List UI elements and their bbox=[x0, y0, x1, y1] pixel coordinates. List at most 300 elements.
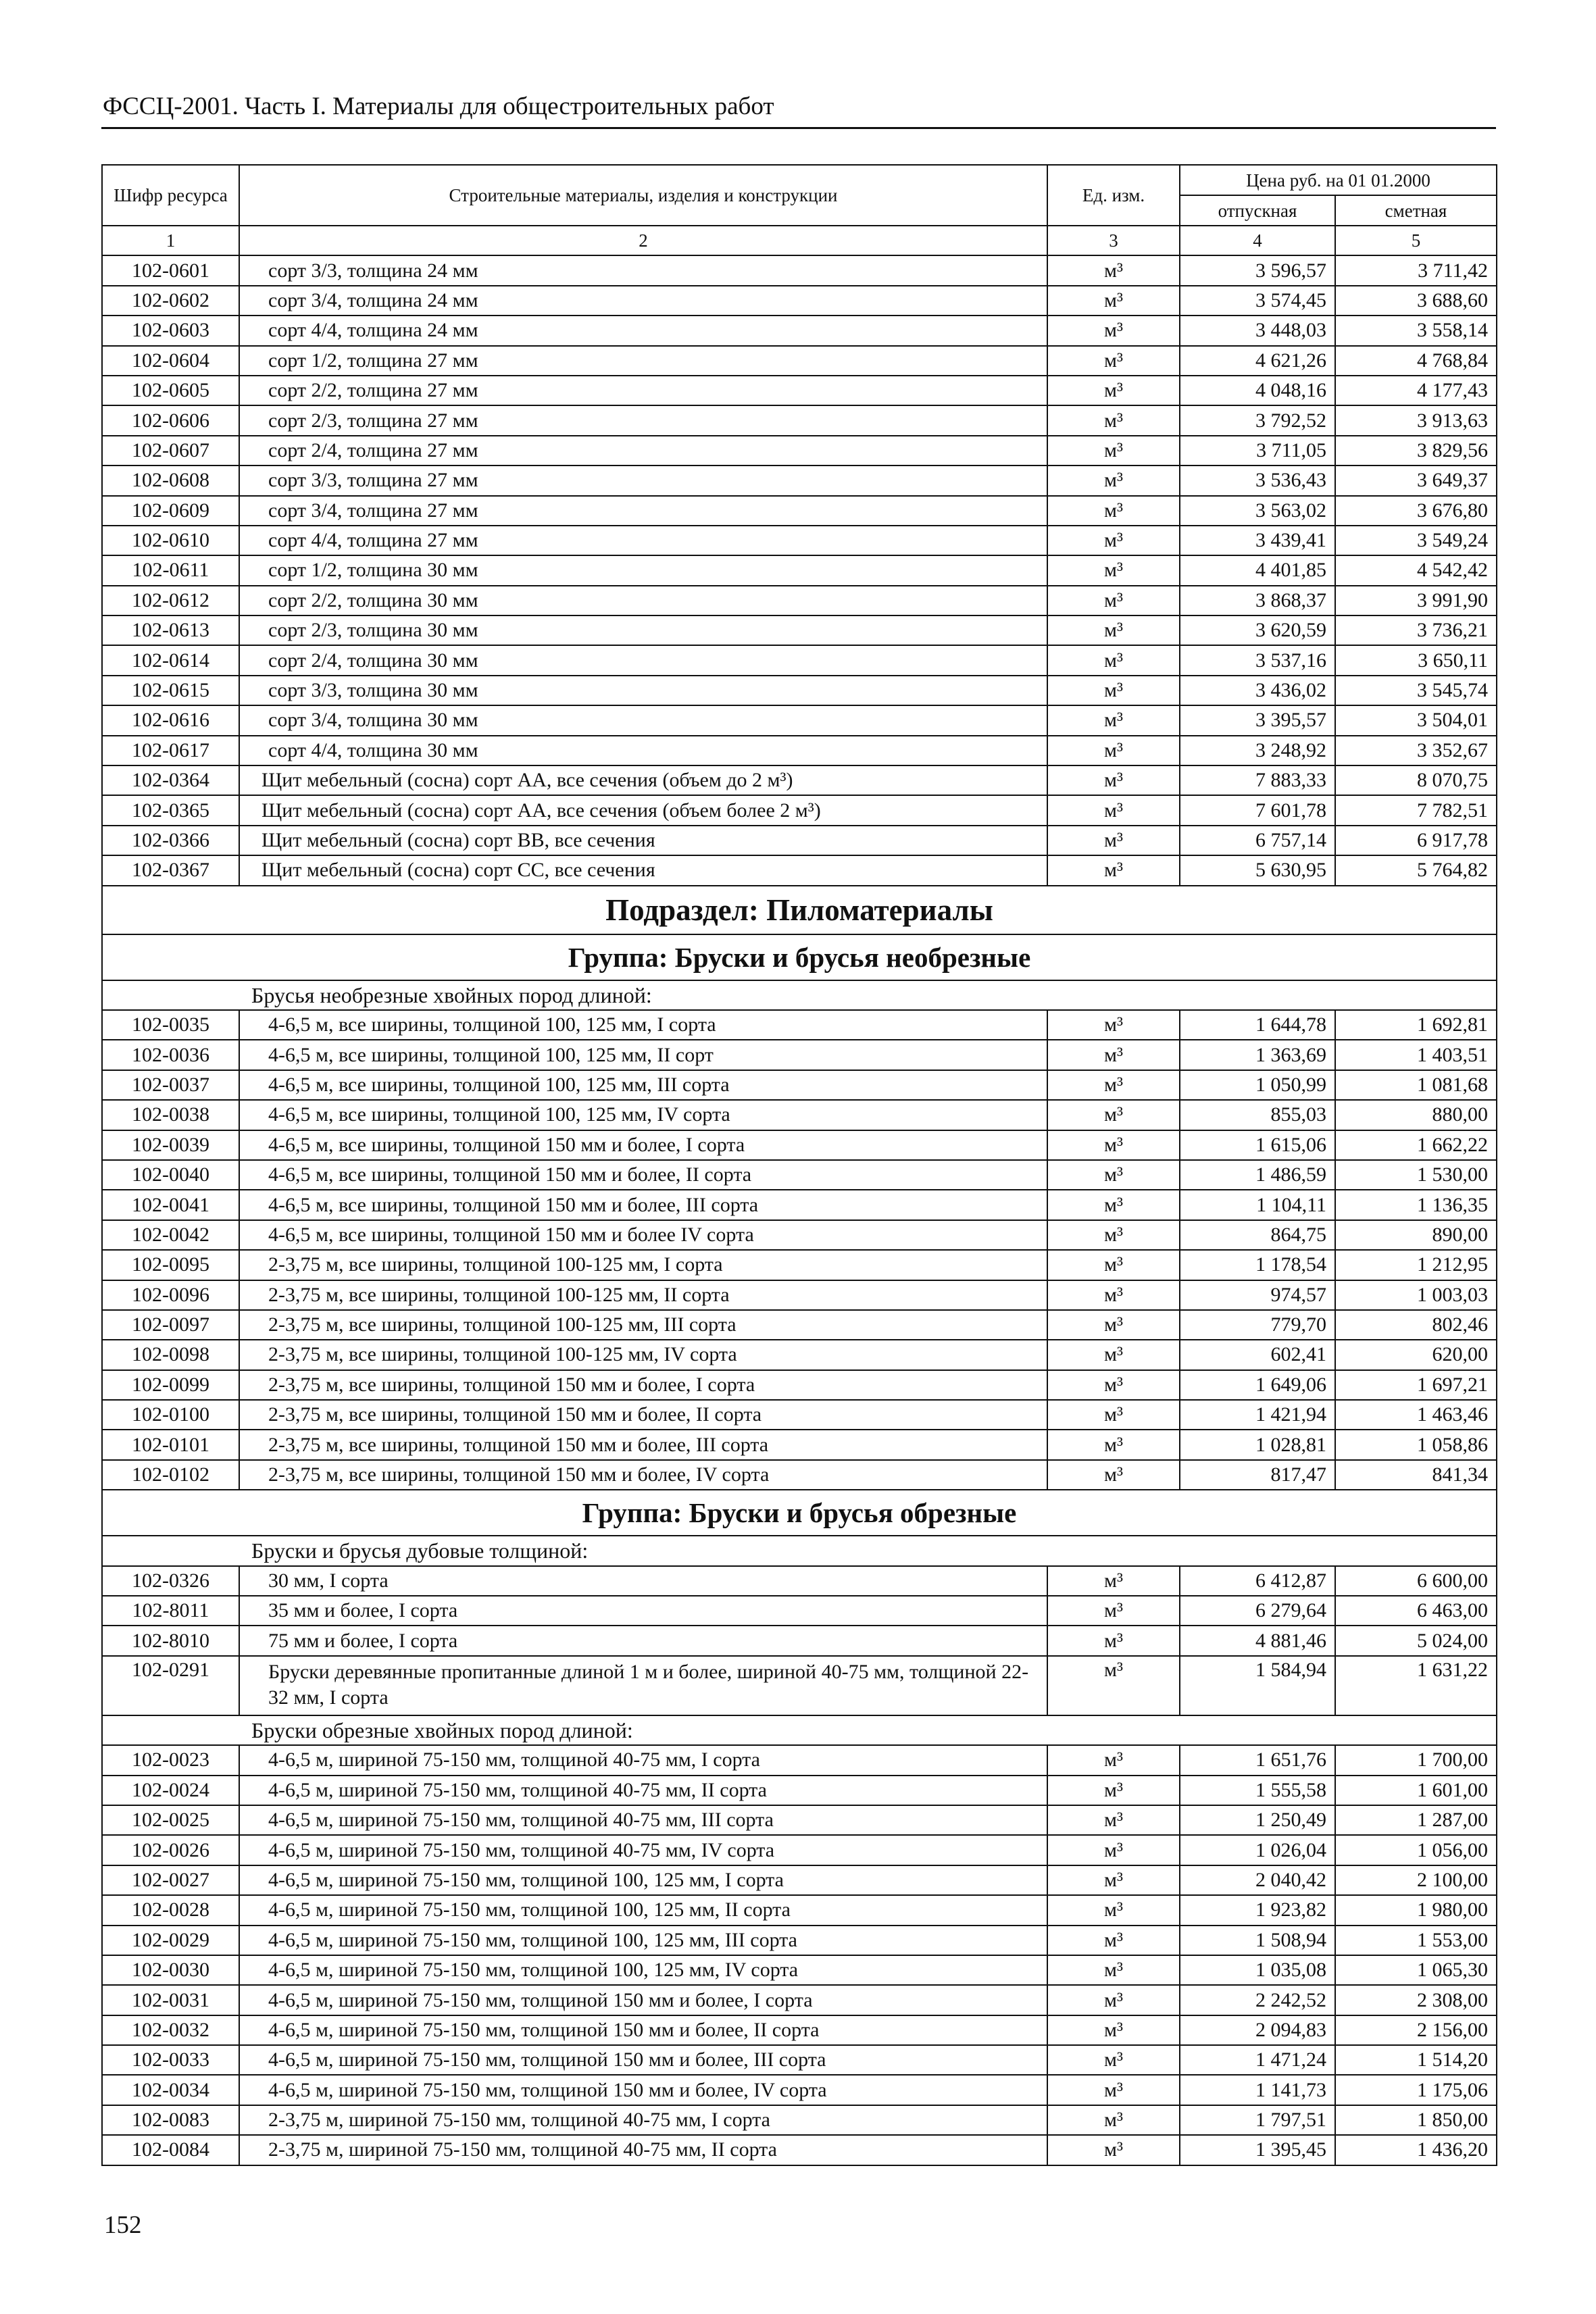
unit: м³ bbox=[1047, 645, 1180, 675]
header-rule bbox=[101, 127, 1496, 129]
material-name: 4-6,5 м, шириной 75-150 мм, толщиной 100, 125 мм, I сорта bbox=[239, 1865, 1047, 1895]
table-row bbox=[102, 1430, 1497, 1459]
resource-code: 102-8011 bbox=[102, 1596, 239, 1626]
material-name: сорт 4/4, толщина 27 мм bbox=[239, 526, 1047, 555]
unit: м³ bbox=[1047, 1190, 1180, 1219]
unit: м³ bbox=[1047, 1776, 1180, 1805]
estimate-price: 8 070,75 bbox=[1335, 765, 1497, 795]
material-name: 30 мм, I сорта bbox=[239, 1566, 1047, 1596]
table-row bbox=[102, 615, 1497, 645]
resource-code: 102-0364 bbox=[102, 765, 239, 795]
release-price: 3 620,59 bbox=[1180, 615, 1335, 645]
table-row bbox=[102, 2105, 1497, 2135]
unit: м³ bbox=[1047, 676, 1180, 705]
resource-code: 102-0032 bbox=[102, 2015, 239, 2045]
unit: м³ bbox=[1047, 255, 1180, 285]
subhead-title: Бруски и брусья дубовые толщиной: bbox=[102, 1536, 1497, 1565]
table-row bbox=[102, 645, 1497, 675]
group-row bbox=[102, 934, 1497, 980]
estimate-price: 4 542,42 bbox=[1335, 555, 1497, 585]
table-row bbox=[102, 1745, 1497, 1775]
material-name: 4-6,5 м, шириной 75-150 мм, толщиной 100, 125 мм, III сорта bbox=[239, 1926, 1047, 1955]
table-row bbox=[102, 1040, 1497, 1070]
resource-code: 102-0030 bbox=[102, 1955, 239, 1985]
unit: м³ bbox=[1047, 795, 1180, 825]
unit: м³ bbox=[1047, 1895, 1180, 1925]
release-price: 4 621,26 bbox=[1180, 346, 1335, 376]
header-name: Строительные материалы, изделия и конструкции bbox=[239, 165, 1047, 226]
unit: м³ bbox=[1047, 586, 1180, 615]
subhead-row bbox=[102, 1536, 1497, 1565]
resource-code: 102-0084 bbox=[102, 2135, 239, 2165]
estimate-price: 1 136,35 bbox=[1335, 1190, 1497, 1219]
table-row bbox=[102, 2045, 1497, 2075]
resource-code: 102-0037 bbox=[102, 1070, 239, 1100]
release-price: 7 601,78 bbox=[1180, 795, 1335, 825]
material-name: 4-6,5 м, шириной 75-150 мм, толщиной 150 мм и более, III сорта bbox=[239, 2045, 1047, 2075]
release-price: 1 395,45 bbox=[1180, 2135, 1335, 2165]
release-price: 1 035,08 bbox=[1180, 1955, 1335, 1985]
resource-code: 102-0100 bbox=[102, 1400, 239, 1430]
estimate-price: 1 700,00 bbox=[1335, 1745, 1497, 1775]
material-name: 4-6,5 м, шириной 75-150 мм, толщиной 150 мм и более, II сорта bbox=[239, 2015, 1047, 2045]
resource-code: 102-0608 bbox=[102, 466, 239, 495]
resource-code: 102-0038 bbox=[102, 1100, 239, 1130]
release-price: 855,03 bbox=[1180, 1100, 1335, 1130]
material-name: сорт 2/3, толщина 27 мм bbox=[239, 405, 1047, 435]
release-price: 1 471,24 bbox=[1180, 2045, 1335, 2075]
material-name: 4-6,5 м, все ширины, толщиной 150 мм и более, III сорта bbox=[239, 1190, 1047, 1219]
resource-code: 102-0605 bbox=[102, 376, 239, 405]
unit: м³ bbox=[1047, 1250, 1180, 1280]
group-title: Группа: Бруски и брусья необрезные bbox=[102, 934, 1497, 980]
unit: м³ bbox=[1047, 1835, 1180, 1865]
release-price: 3 868,37 bbox=[1180, 586, 1335, 615]
release-price: 817,47 bbox=[1180, 1460, 1335, 1490]
header-price: Цена руб. на 01 01.2000 bbox=[1180, 165, 1497, 195]
estimate-price: 802,46 bbox=[1335, 1310, 1497, 1340]
material-name: 2-3,75 м, все ширины, толщиной 150 мм и более, III сорта bbox=[239, 1430, 1047, 1459]
unit: м³ bbox=[1047, 736, 1180, 765]
material-name: сорт 4/4, толщина 30 мм bbox=[239, 736, 1047, 765]
subhead-row bbox=[102, 1715, 1497, 1745]
estimate-price: 1 850,00 bbox=[1335, 2105, 1497, 2135]
estimate-price: 3 649,37 bbox=[1335, 466, 1497, 495]
material-name: 2-3,75 м, шириной 75-150 мм, толщиной 40-75 мм, I сорта bbox=[239, 2105, 1047, 2135]
resource-code: 102-0607 bbox=[102, 436, 239, 466]
estimate-price: 5 764,82 bbox=[1335, 855, 1497, 885]
release-price: 1 026,04 bbox=[1180, 1835, 1335, 1865]
unit: м³ bbox=[1047, 855, 1180, 885]
material-name: сорт 2/2, толщина 27 мм bbox=[239, 376, 1047, 405]
header-col-number: 2 bbox=[239, 226, 1047, 255]
unit: м³ bbox=[1047, 1070, 1180, 1100]
release-price: 1 178,54 bbox=[1180, 1250, 1335, 1280]
table-row bbox=[102, 1835, 1497, 1865]
resource-code: 102-0041 bbox=[102, 1190, 239, 1219]
release-price: 1 486,59 bbox=[1180, 1160, 1335, 1190]
resource-code: 102-0616 bbox=[102, 705, 239, 735]
estimate-price: 3 991,90 bbox=[1335, 586, 1497, 615]
table-row bbox=[102, 2135, 1497, 2165]
unit: м³ bbox=[1047, 1040, 1180, 1070]
material-name: сорт 2/2, толщина 30 мм bbox=[239, 586, 1047, 615]
resource-code: 102-8010 bbox=[102, 1626, 239, 1655]
resource-code: 102-0029 bbox=[102, 1926, 239, 1955]
release-price: 3 436,02 bbox=[1180, 676, 1335, 705]
estimate-price: 1 980,00 bbox=[1335, 1895, 1497, 1925]
unit: м³ bbox=[1047, 1340, 1180, 1369]
release-price: 602,41 bbox=[1180, 1340, 1335, 1369]
resource-code: 102-0026 bbox=[102, 1835, 239, 1865]
material-name: 2-3,75 м, все ширины, толщиной 150 мм и более, II сорта bbox=[239, 1400, 1047, 1430]
material-name: 2-3,75 м, все ширины, толщиной 100-125 мм, IV сорта bbox=[239, 1340, 1047, 1369]
table-row bbox=[102, 1070, 1497, 1100]
estimate-price: 4 177,43 bbox=[1335, 376, 1497, 405]
estimate-price: 2 156,00 bbox=[1335, 2015, 1497, 2045]
release-price: 1 649,06 bbox=[1180, 1370, 1335, 1400]
table-row bbox=[102, 255, 1497, 285]
resource-code: 102-0612 bbox=[102, 586, 239, 615]
unit: м³ bbox=[1047, 2015, 1180, 2045]
material-name: сорт 3/3, толщина 27 мм bbox=[239, 466, 1047, 495]
table-header bbox=[102, 165, 1497, 255]
unit: м³ bbox=[1047, 2105, 1180, 2135]
estimate-price: 7 782,51 bbox=[1335, 795, 1497, 825]
unit: м³ bbox=[1047, 376, 1180, 405]
resource-code: 102-0034 bbox=[102, 2075, 239, 2105]
release-price: 3 395,57 bbox=[1180, 705, 1335, 735]
material-name: сорт 2/3, толщина 30 мм bbox=[239, 615, 1047, 645]
resource-code: 102-0096 bbox=[102, 1280, 239, 1310]
unit: м³ bbox=[1047, 316, 1180, 345]
estimate-price: 3 352,67 bbox=[1335, 736, 1497, 765]
resource-code: 102-0099 bbox=[102, 1370, 239, 1400]
material-name: 4-6,5 м, все ширины, толщиной 150 мм и более, II сорта bbox=[239, 1160, 1047, 1190]
table-row bbox=[102, 1865, 1497, 1895]
resource-code: 102-0095 bbox=[102, 1250, 239, 1280]
release-price: 6 757,14 bbox=[1180, 826, 1335, 855]
unit: м³ bbox=[1047, 1656, 1180, 1715]
estimate-price: 1 056,00 bbox=[1335, 1835, 1497, 1865]
table-row bbox=[102, 676, 1497, 705]
subhead-title: Брусья необрезные хвойных пород длиной: bbox=[102, 980, 1497, 1010]
table-row bbox=[102, 286, 1497, 316]
material-name: 4-6,5 м, шириной 75-150 мм, толщиной 40-75 мм, IV сорта bbox=[239, 1835, 1047, 1865]
unit: м³ bbox=[1047, 705, 1180, 735]
resource-code: 102-0615 bbox=[102, 676, 239, 705]
material-name: 2-3,75 м, все ширины, толщиной 100-125 мм, III сорта bbox=[239, 1310, 1047, 1340]
table-row bbox=[102, 705, 1497, 735]
table-row bbox=[102, 1370, 1497, 1400]
subhead-title: Бруски обрезные хвойных пород длиной: bbox=[102, 1715, 1497, 1745]
unit: м³ bbox=[1047, 1596, 1180, 1626]
resource-code: 102-0365 bbox=[102, 795, 239, 825]
release-price: 1 923,82 bbox=[1180, 1895, 1335, 1925]
unit: м³ bbox=[1047, 1805, 1180, 1835]
unit: м³ bbox=[1047, 436, 1180, 466]
material-name: Щит мебельный (сосна) сорт АА, все сечения (объем более 2 м³) bbox=[239, 795, 1047, 825]
material-name: 4-6,5 м, шириной 75-150 мм, толщиной 100, 125 мм, II сорта bbox=[239, 1895, 1047, 1925]
release-price: 3 792,52 bbox=[1180, 405, 1335, 435]
header-unit: Ед. изм. bbox=[1047, 165, 1180, 226]
table-row bbox=[102, 1566, 1497, 1596]
table-row bbox=[102, 1926, 1497, 1955]
release-price: 3 248,92 bbox=[1180, 736, 1335, 765]
header-code: Шифр ресурса bbox=[102, 165, 239, 226]
unit: м³ bbox=[1047, 1280, 1180, 1310]
unit: м³ bbox=[1047, 1010, 1180, 1040]
release-price: 2 094,83 bbox=[1180, 2015, 1335, 2045]
material-name: сорт 2/4, толщина 27 мм bbox=[239, 436, 1047, 466]
estimate-price: 3 913,63 bbox=[1335, 405, 1497, 435]
material-name: 35 мм и более, I сорта bbox=[239, 1596, 1047, 1626]
table-row bbox=[102, 1010, 1497, 1040]
resource-code: 102-0606 bbox=[102, 405, 239, 435]
group-row bbox=[102, 1490, 1497, 1536]
table-row bbox=[102, 1250, 1497, 1280]
material-name: 4-6,5 м, шириной 75-150 мм, толщиной 40-75 мм, II сорта bbox=[239, 1776, 1047, 1805]
resource-code: 102-0025 bbox=[102, 1805, 239, 1835]
estimate-price: 1 287,00 bbox=[1335, 1805, 1497, 1835]
estimate-price: 620,00 bbox=[1335, 1340, 1497, 1369]
material-name: сорт 4/4, толщина 24 мм bbox=[239, 316, 1047, 345]
material-name: 2-3,75 м, все ширины, толщиной 100-125 мм, I сорта bbox=[239, 1250, 1047, 1280]
unit: м³ bbox=[1047, 1220, 1180, 1250]
material-name: сорт 3/4, толщина 27 мм bbox=[239, 496, 1047, 526]
unit: м³ bbox=[1047, 555, 1180, 585]
unit: м³ bbox=[1047, 496, 1180, 526]
material-name: 4-6,5 м, все ширины, толщиной 150 мм и более IV сорта bbox=[239, 1220, 1047, 1250]
estimate-price: 1 514,20 bbox=[1335, 2045, 1497, 2075]
estimate-price: 1 436,20 bbox=[1335, 2135, 1497, 2165]
resource-code: 102-0040 bbox=[102, 1160, 239, 1190]
estimate-price: 1 530,00 bbox=[1335, 1160, 1497, 1190]
release-price: 1 141,73 bbox=[1180, 2075, 1335, 2105]
release-price: 6 279,64 bbox=[1180, 1596, 1335, 1626]
unit: м³ bbox=[1047, 1430, 1180, 1459]
header-col-number: 5 bbox=[1335, 226, 1497, 255]
resource-code: 102-0023 bbox=[102, 1745, 239, 1775]
estimate-price: 6 463,00 bbox=[1335, 1596, 1497, 1626]
table-row bbox=[102, 1220, 1497, 1250]
estimate-price: 2 308,00 bbox=[1335, 1985, 1497, 2015]
resource-code: 102-0604 bbox=[102, 346, 239, 376]
page-header-title: ФССЦ-2001. Часть I. Материалы для общестроительных работ bbox=[103, 93, 774, 120]
release-price: 1 250,49 bbox=[1180, 1805, 1335, 1835]
estimate-price: 1 553,00 bbox=[1335, 1926, 1497, 1955]
table-row bbox=[102, 795, 1497, 825]
estimate-price: 1 631,22 bbox=[1335, 1656, 1497, 1715]
header-col-number: 1 bbox=[102, 226, 239, 255]
table-row bbox=[102, 1985, 1497, 2015]
estimate-price: 3 829,56 bbox=[1335, 436, 1497, 466]
release-price: 1 797,51 bbox=[1180, 2105, 1335, 2135]
release-price: 3 563,02 bbox=[1180, 496, 1335, 526]
resource-code: 102-0601 bbox=[102, 255, 239, 285]
unit: м³ bbox=[1047, 1985, 1180, 2015]
header-release-price: отпускная bbox=[1180, 195, 1335, 226]
unit: м³ bbox=[1047, 1100, 1180, 1130]
resource-code: 102-0326 bbox=[102, 1566, 239, 1596]
estimate-price: 2 100,00 bbox=[1335, 1865, 1497, 1895]
table-row bbox=[102, 1895, 1497, 1925]
table-row bbox=[102, 736, 1497, 765]
unit: м³ bbox=[1047, 2135, 1180, 2165]
resource-code: 102-0614 bbox=[102, 645, 239, 675]
header-estimate-price: сметная bbox=[1335, 195, 1497, 226]
estimate-price: 3 549,24 bbox=[1335, 526, 1497, 555]
release-price: 4 401,85 bbox=[1180, 555, 1335, 585]
resource-code: 102-0083 bbox=[102, 2105, 239, 2135]
table-row bbox=[102, 346, 1497, 376]
material-name: 2-3,75 м, все ширины, толщиной 100-125 мм, II сорта bbox=[239, 1280, 1047, 1310]
table-row bbox=[102, 436, 1497, 466]
release-price: 1 584,94 bbox=[1180, 1656, 1335, 1715]
table-row bbox=[102, 586, 1497, 615]
page-number: 152 bbox=[104, 2211, 142, 2239]
release-price: 2 040,42 bbox=[1180, 1865, 1335, 1895]
release-price: 1 028,81 bbox=[1180, 1430, 1335, 1459]
release-price: 1 421,94 bbox=[1180, 1400, 1335, 1430]
unit: м³ bbox=[1047, 1400, 1180, 1430]
release-price: 864,75 bbox=[1180, 1220, 1335, 1250]
release-price: 6 412,87 bbox=[1180, 1566, 1335, 1596]
resource-code: 102-0613 bbox=[102, 615, 239, 645]
release-price: 1 508,94 bbox=[1180, 1926, 1335, 1955]
unit: м³ bbox=[1047, 286, 1180, 316]
estimate-price: 3 736,21 bbox=[1335, 615, 1497, 645]
resource-code: 102-0603 bbox=[102, 316, 239, 345]
table-row bbox=[102, 1400, 1497, 1430]
material-name: сорт 3/3, толщина 24 мм bbox=[239, 255, 1047, 285]
resource-code: 102-0036 bbox=[102, 1040, 239, 1070]
resource-code: 102-0610 bbox=[102, 526, 239, 555]
estimate-price: 5 024,00 bbox=[1335, 1626, 1497, 1655]
resource-code: 102-0035 bbox=[102, 1010, 239, 1040]
material-name: 4-6,5 м, шириной 75-150 мм, толщиной 150 мм и более, I сорта bbox=[239, 1985, 1047, 2015]
release-price: 2 242,52 bbox=[1180, 1985, 1335, 2015]
material-name: 4-6,5 м, шириной 75-150 мм, толщиной 150 мм и более, IV сорта bbox=[239, 2075, 1047, 2105]
estimate-price: 1 081,68 bbox=[1335, 1070, 1497, 1100]
release-price: 3 711,05 bbox=[1180, 436, 1335, 466]
estimate-price: 880,00 bbox=[1335, 1100, 1497, 1130]
table-row bbox=[102, 2075, 1497, 2105]
release-price: 1 651,76 bbox=[1180, 1745, 1335, 1775]
resource-code: 102-0024 bbox=[102, 1776, 239, 1805]
table-row bbox=[102, 1596, 1497, 1626]
material-name: 4-6,5 м, все ширины, толщиной 100, 125 мм, I сорта bbox=[239, 1010, 1047, 1040]
material-name: 4-6,5 м, шириной 75-150 мм, толщиной 40-75 мм, I сорта bbox=[239, 1745, 1047, 1775]
estimate-price: 1 003,03 bbox=[1335, 1280, 1497, 1310]
material-name: 2-3,75 м, все ширины, толщиной 150 мм и более, I сорта bbox=[239, 1370, 1047, 1400]
release-price: 4 048,16 bbox=[1180, 376, 1335, 405]
unit: м³ bbox=[1047, 1310, 1180, 1340]
resource-code: 102-0039 bbox=[102, 1130, 239, 1160]
material-name: Щит мебельный (сосна) сорт АА, все сечения (объем до 2 м³) bbox=[239, 765, 1047, 795]
unit: м³ bbox=[1047, 2045, 1180, 2075]
estimate-price: 6 600,00 bbox=[1335, 1566, 1497, 1596]
unit: м³ bbox=[1047, 1926, 1180, 1955]
resource-code: 102-0097 bbox=[102, 1310, 239, 1340]
material-name: 75 мм и более, I сорта bbox=[239, 1626, 1047, 1655]
resource-code: 102-0366 bbox=[102, 826, 239, 855]
estimate-price: 1 065,30 bbox=[1335, 1955, 1497, 1985]
material-name: 4-6,5 м, все ширины, толщиной 100, 125 мм, III сорта bbox=[239, 1070, 1047, 1100]
unit: м³ bbox=[1047, 466, 1180, 495]
resource-code: 102-0028 bbox=[102, 1895, 239, 1925]
subsection-row bbox=[102, 886, 1497, 934]
material-name: сорт 3/4, толщина 24 мм bbox=[239, 286, 1047, 316]
resource-code: 102-0602 bbox=[102, 286, 239, 316]
release-price: 3 574,45 bbox=[1180, 286, 1335, 316]
estimate-price: 1 175,06 bbox=[1335, 2075, 1497, 2105]
header-col-number: 4 bbox=[1180, 226, 1335, 255]
table-row bbox=[102, 765, 1497, 795]
table-row bbox=[102, 555, 1497, 585]
resource-code: 102-0367 bbox=[102, 855, 239, 885]
unit: м³ bbox=[1047, 526, 1180, 555]
release-price: 1 050,99 bbox=[1180, 1070, 1335, 1100]
material-name: 4-6,5 м, все ширины, толщиной 150 мм и более, I сорта bbox=[239, 1130, 1047, 1160]
unit: м³ bbox=[1047, 1160, 1180, 1190]
estimate-price: 6 917,78 bbox=[1335, 826, 1497, 855]
estimate-price: 1 662,22 bbox=[1335, 1130, 1497, 1160]
material-name: Щит мебельный (сосна) сорт ВВ, все сечения bbox=[239, 826, 1047, 855]
header-col-number: 3 bbox=[1047, 226, 1180, 255]
release-price: 1 363,69 bbox=[1180, 1040, 1335, 1070]
release-price: 5 630,95 bbox=[1180, 855, 1335, 885]
resource-code: 102-0031 bbox=[102, 1985, 239, 2015]
material-name: 4-6,5 м, шириной 75-150 мм, толщиной 40-75 мм, III сорта bbox=[239, 1805, 1047, 1835]
resource-code: 102-0617 bbox=[102, 736, 239, 765]
table-row bbox=[102, 855, 1497, 885]
material-name: Щит мебельный (сосна) сорт СС, все сечения bbox=[239, 855, 1047, 885]
unit: м³ bbox=[1047, 1626, 1180, 1655]
estimate-price: 4 768,84 bbox=[1335, 346, 1497, 376]
unit: м³ bbox=[1047, 1460, 1180, 1490]
table-row bbox=[102, 1130, 1497, 1160]
unit: м³ bbox=[1047, 1130, 1180, 1160]
release-price: 3 448,03 bbox=[1180, 316, 1335, 345]
release-price: 779,70 bbox=[1180, 1310, 1335, 1340]
estimate-price: 3 711,42 bbox=[1335, 255, 1497, 285]
estimate-price: 3 558,14 bbox=[1335, 316, 1497, 345]
table-row bbox=[102, 405, 1497, 435]
table-row bbox=[102, 1460, 1497, 1490]
estimate-price: 3 545,74 bbox=[1335, 676, 1497, 705]
resource-code: 102-0027 bbox=[102, 1865, 239, 1895]
release-price: 3 537,16 bbox=[1180, 645, 1335, 675]
estimate-price: 1 692,81 bbox=[1335, 1010, 1497, 1040]
material-name: сорт 1/2, толщина 30 мм bbox=[239, 555, 1047, 585]
material-name: сорт 3/3, толщина 30 мм bbox=[239, 676, 1047, 705]
resource-code: 102-0098 bbox=[102, 1340, 239, 1369]
estimate-price: 841,34 bbox=[1335, 1460, 1497, 1490]
table-body bbox=[102, 255, 1497, 2165]
material-name: сорт 1/2, толщина 27 мм bbox=[239, 346, 1047, 376]
table-row bbox=[102, 376, 1497, 405]
table-row bbox=[102, 1656, 1497, 1715]
unit: м³ bbox=[1047, 2075, 1180, 2105]
table-row bbox=[102, 1100, 1497, 1130]
estimate-price: 1 212,95 bbox=[1335, 1250, 1497, 1280]
resource-code: 102-0611 bbox=[102, 555, 239, 585]
table-row bbox=[102, 1160, 1497, 1190]
resource-code: 102-0033 bbox=[102, 2045, 239, 2075]
estimate-price: 1 403,51 bbox=[1335, 1040, 1497, 1070]
release-price: 3 536,43 bbox=[1180, 466, 1335, 495]
